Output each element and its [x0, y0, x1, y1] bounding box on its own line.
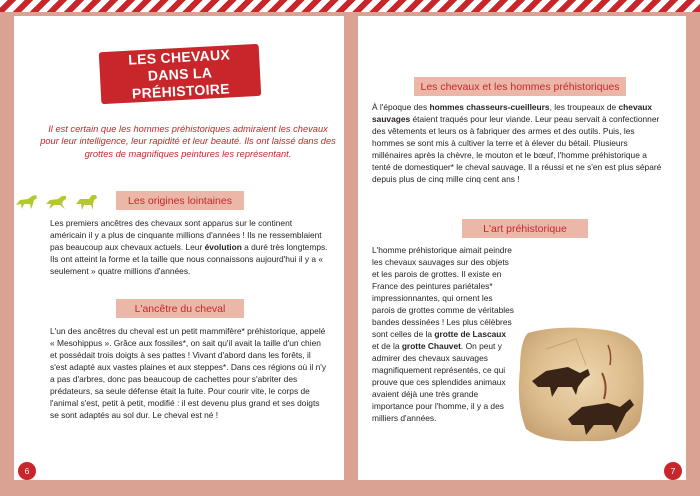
origins-text-part1: Les premiers ancêtres des chevaux sont apparus sur le continent américain il y a plus de cinquante millions d'années ! Ils ne ressemblaient pas beaucoup aux chevaux actuels. Leur: [50, 218, 322, 252]
chapter-title-line2: DANS LA PRÉHISTOIRE: [131, 63, 231, 102]
men-horses-text-c: , les troupeaux de: [549, 102, 617, 112]
origins-text-bold: évolution: [204, 242, 242, 252]
section-title-men-horses: Les chevaux et les hommes préhistoriques: [420, 80, 620, 93]
section-title-ancestor: L'ancêtre du cheval: [134, 302, 226, 315]
section-banner-art: [462, 219, 588, 238]
running-horses-icon: [14, 192, 104, 212]
art-text-a: L'homme préhistorique aimait peindre les chevaux sauvages sur des objets et les parois de grottes. Il existe en France des peintures pariétales* impressionnantes, qui ornent les parois de grottes comme de véritables bandes dessinées ! Les plus célèbres sont celles de la: [372, 245, 514, 339]
section-title-art: L'art préhistorique: [483, 222, 567, 235]
origins-text-part2: a duré très longtemps. Ils ont atteint la forme et la taille que nous connaissons aujourd'hui il y a « seulement » quatre millions d'années.: [50, 242, 328, 276]
art-text-c: et de la: [372, 341, 400, 351]
section-banner-ancestor: [116, 299, 244, 318]
art-text-bold2: grotte Chauvet: [401, 341, 461, 351]
men-horses-text-a: À l'époque des: [372, 102, 428, 112]
book-spine: [344, 12, 358, 496]
chapter-title: [99, 44, 262, 104]
paragraph-art-top: [372, 244, 664, 424]
intro-text: Il est certain que les hommes préhistoriques admiraient les chevaux pour leur intelligence, leur rapidité et leur beauté. Ils ont laissé dans des grottes de magnifiques peintures les représentant.: [40, 124, 336, 159]
section-banner-men-horses: [414, 77, 626, 96]
text-wrap-spacer: [514, 324, 664, 414]
chapter-title-line1: LES CHEVAUX: [127, 45, 231, 68]
paragraph-ancestor: L'un des ancêtres du cheval est un petit mammifère* préhistorique, appelé « Mesohippus ». Grâce aux fossiles*, on sait qu'il avait la taille d'un chien et possédait trois doigts à ses pattes ! Vivant d'abord dans les forêts, il s'est adapté aux vastes plaines et aux steppes*. Dans ces régions où il n'y a pas d'arbres, donc pas beaucoup de cachettes pour s'abriter des prédateurs, sa seule défense était la fuite. Pour courir vite, le corps de l'animal s'est, petit à petit, modifié : il est devenu plus grand et ses doigts se sont adaptés au sol dur. Le cheval est né !: [50, 326, 327, 420]
paragraph-origins: [50, 217, 328, 277]
art-text-bold1: grotte de Lascaux: [434, 329, 507, 339]
men-horses-text-bold2: chevaux sauvages: [372, 102, 653, 124]
art-text-d: . On peut y admirer des chevaux sauvages magnifiquement représentés, ce qui prouve que ces splendides animaux avaient déjà une très grande importance pour l'homme, il y a des milliers d'années.: [372, 341, 506, 423]
men-horses-text-bold1: hommes chasseurs-cueilleurs: [429, 102, 550, 112]
decorative-striped-border: [0, 0, 700, 12]
page-number-left: 6: [18, 462, 36, 480]
paragraph-men-horses: [372, 101, 662, 185]
men-horses-text-d: étaient traqués pour leur viande. Leur peau servait à confectionner des vêtements et leurs os à fabriquer des armes et des outils. Puis, les hommes se sont mis à cultiver la terre et à élever du bétail. Plusieurs millénaires après la chèvre, le mouton et le bœuf, l'homme préhistorique a tenté de domestiquer* le cheval sauvage. Il a réussi et ne s'en est plus séparé depuis plus de cinq mille cinq cent ans !: [372, 114, 662, 184]
section-banner-origins: [116, 191, 244, 210]
section-title-origins: Les origines lointaines: [128, 194, 232, 207]
page-number-right: 7: [664, 462, 682, 480]
